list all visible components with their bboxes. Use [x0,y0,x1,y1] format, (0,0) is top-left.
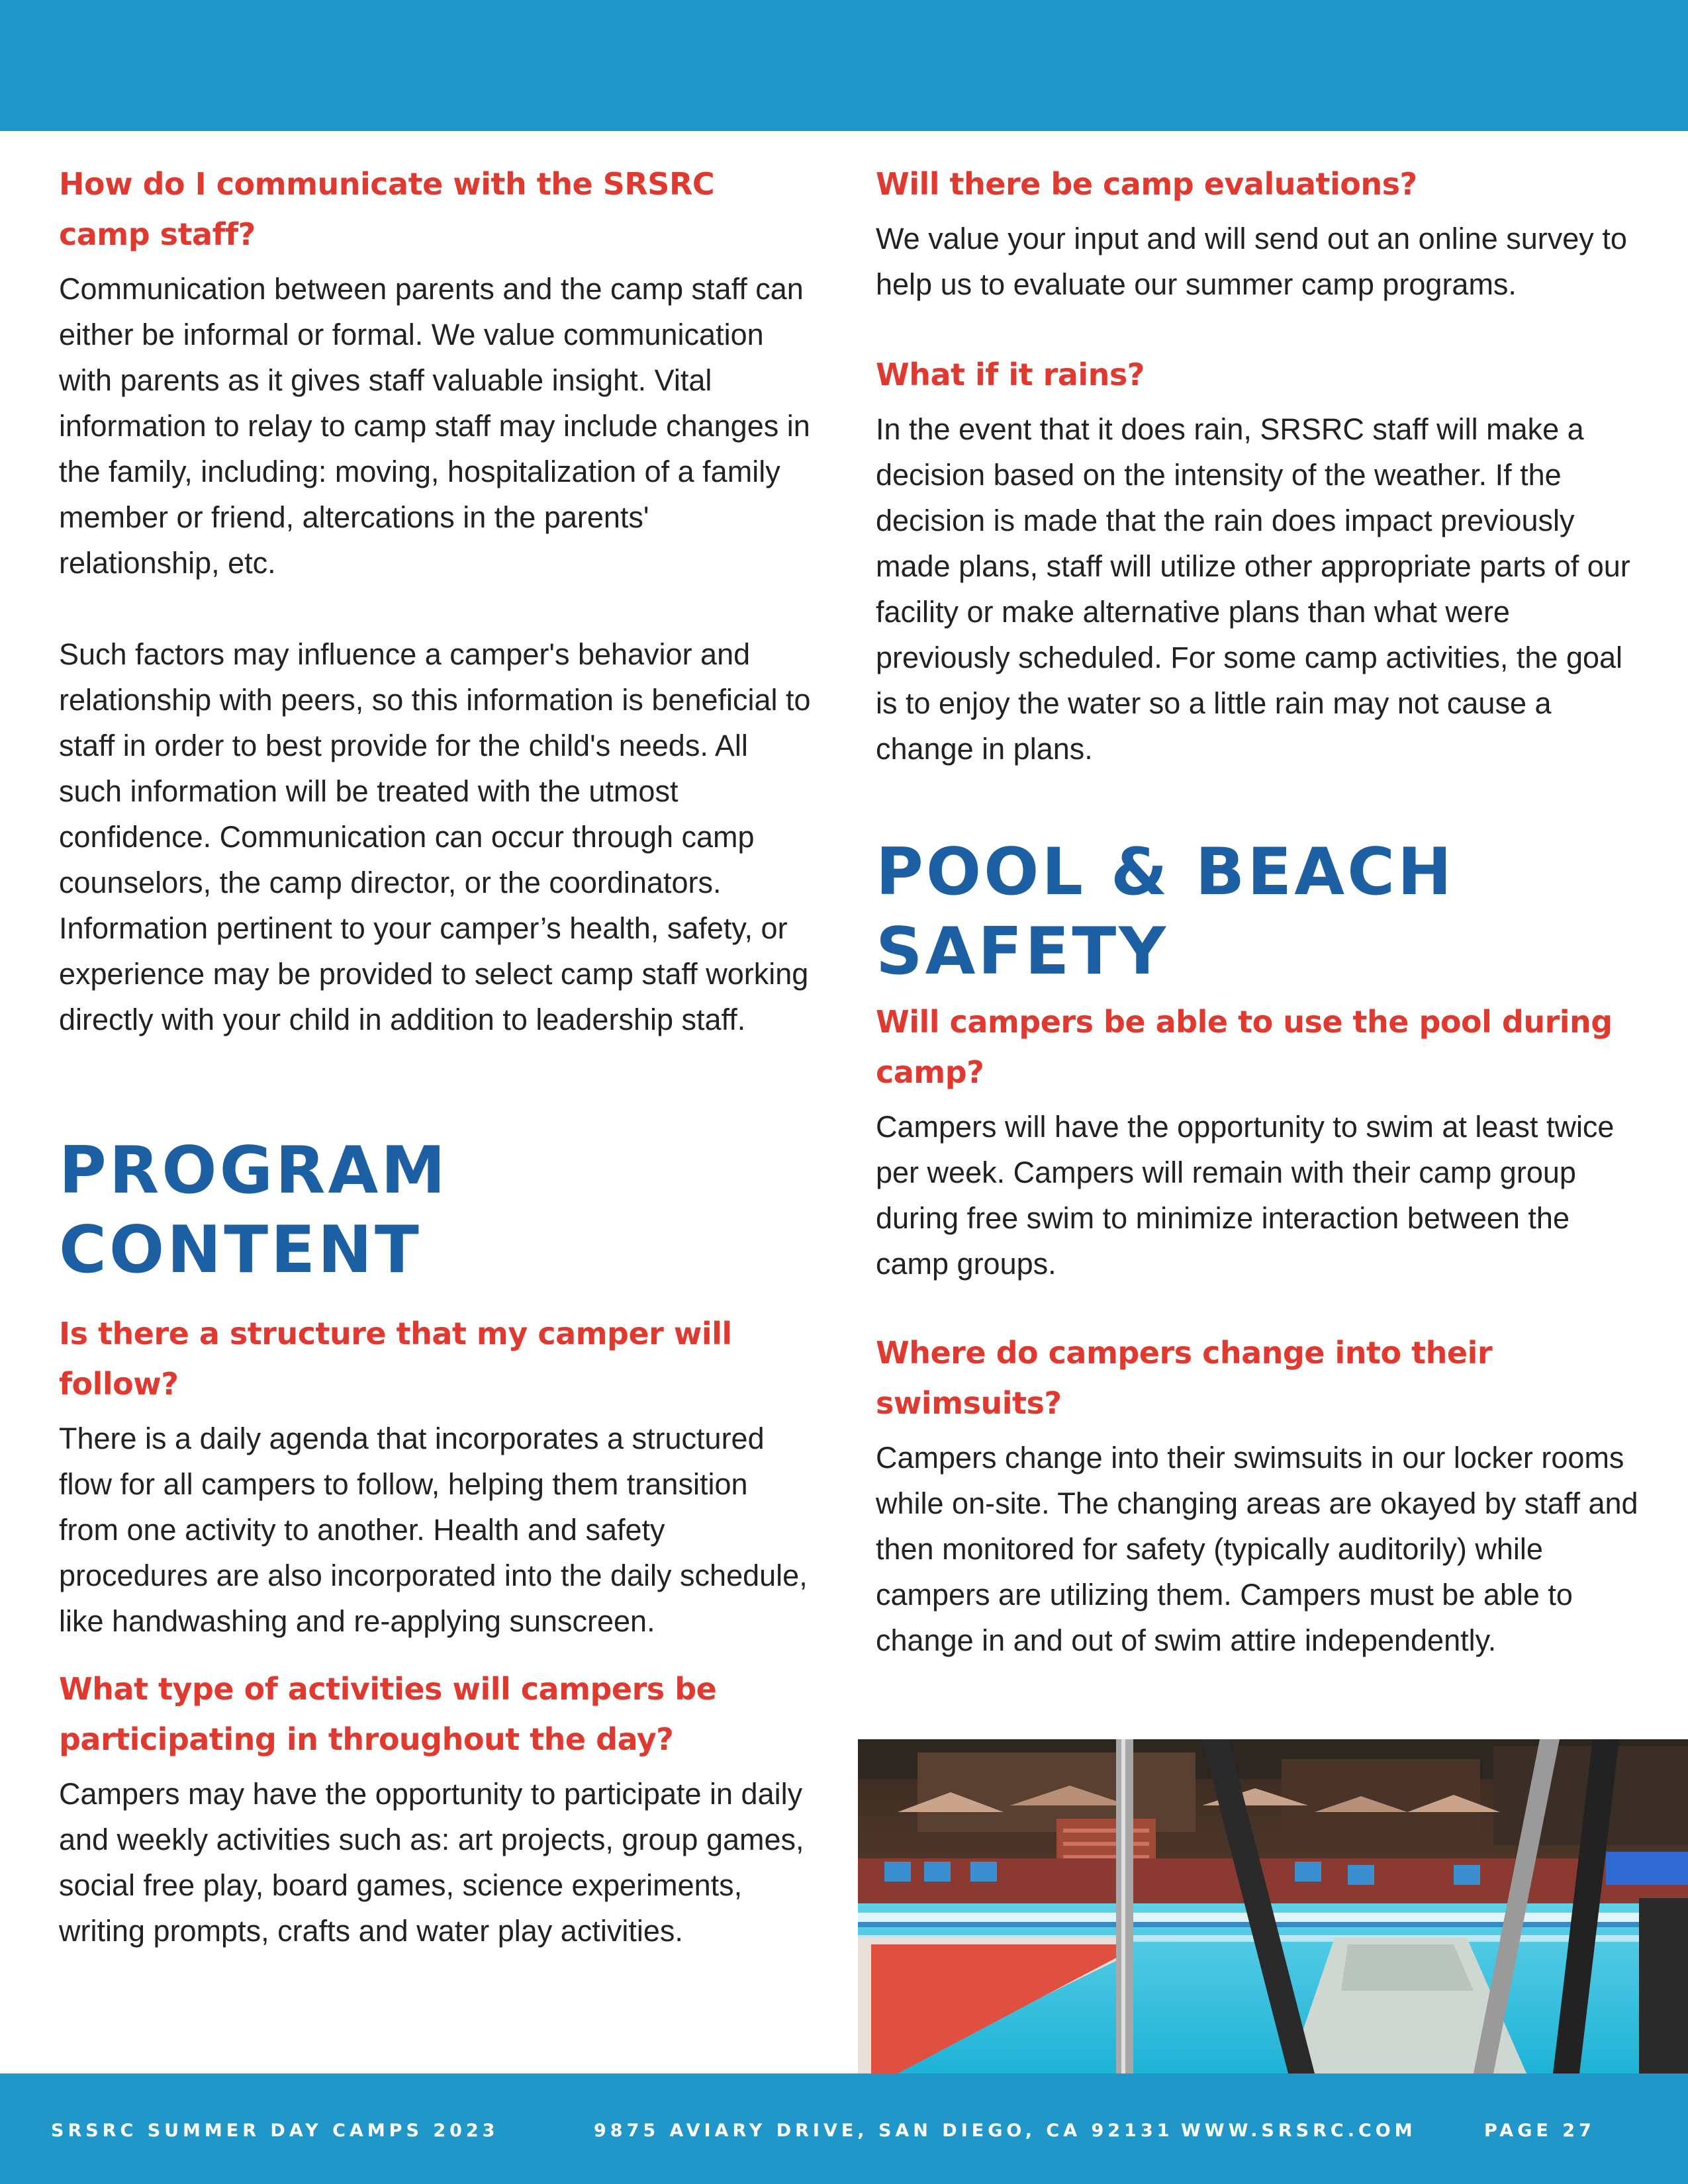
footer-org: SRSRC SUMMER DAY CAMPS 2023 [51,2120,499,2141]
question-pool-use: Will campers be able to use the pool during camp? [876,1004,1613,1090]
footer-page-number: PAGE 27 [1484,2120,1595,2141]
answer-communicate-staff-1: Communication between parents and the camp staff can either be informal or formal. We value communication with parents as it gives staff valuable insight. Vital information to relay to camp staff may include changes in the family, including: moving, hospitalization of a family member or friend, altercations in the parents' relationship, etc. [59,272,810,580]
question-communicate-staff: How do I communicate with the SRSRC camp staff? [59,166,715,252]
pool-photo [858,1739,1688,2073]
answer-communicate-staff-2: Such factors may influence a camper's behavior and relationship with peers, so this information is beneficial to staff in order to best provide for the child's needs. All such information will be treated with the utmost confidence. Communication can occur through camp counselors, the camp director, or the coordinators. Information pertinent to your camper’s health, safety, or experience may be provided to select camp staff working directly with your child in addition to leadership staff. [59,637,811,1036]
right-column [876,159,1644,1663]
footer-website-link[interactable]: WWW.SRSRC.COM [1181,2120,1417,2141]
section-heading-pool-beach-safety: POOL & BEACH SAFETY [876,835,1455,989]
answer-evaluations: We value your input and will send out an online survey to help us to evaluate our summer camp programs. [876,222,1627,301]
left-column [59,159,814,1954]
top-color-band [0,0,1688,131]
answer-activities: Campers may have the opportunity to participate in daily and weekly activities such as: art projects, group games, social free play, board games, science experiments, writing prompts, crafts and water play activities. [59,1777,804,1948]
question-activities: What type of activities will campers be participating in throughout the day? [59,1671,717,1757]
question-change-swimsuits: Where do campers change into their swimsuits? [876,1335,1493,1421]
answer-structure: There is a daily agenda that incorporates a structured flow for all campers to follow, helping them transition from one activity to another. Health and safety procedures are also incorporated into the daily schedule, like handwashing and re-applying sunscreen. [59,1422,808,1638]
answer-rain: In the event that it does rain, SRSRC staff will make a decision based on the intensity of the weather. If the decision is made that the rain does impact previously made plans, staff will utilize other appropriate parts of our facility or make alternative plans than what were previously scheduled. For some camp activities, the goal is to enjoy the water so a little rain may not cause a change in plans. [876,412,1630,766]
question-rain: What if it rains? [876,357,1145,392]
question-evaluations: Will there be camp evaluations? [876,166,1417,202]
answer-pool-use: Campers will have the opportunity to swim at least twice per week. Campers will remain with their camp group during free swim to minimize interaction between the camp groups. [876,1110,1615,1281]
answer-change-swimsuits: Campers change into their swimsuits in our locker rooms while on-site. The changing areas are okayed by staff and then monitored for safety (typically auditorily) while campers are utilizing them. Campers must be able to change in and out of swim attire independently. [876,1441,1638,1657]
footer-address: 9875 AVIARY DRIVE, SAN DIEGO, CA 92131 [594,2120,1174,2141]
question-structure: Is there a structure that my camper will follow? [59,1316,732,1402]
section-heading-program-content: PROGRAM CONTENT [59,1133,448,1288]
